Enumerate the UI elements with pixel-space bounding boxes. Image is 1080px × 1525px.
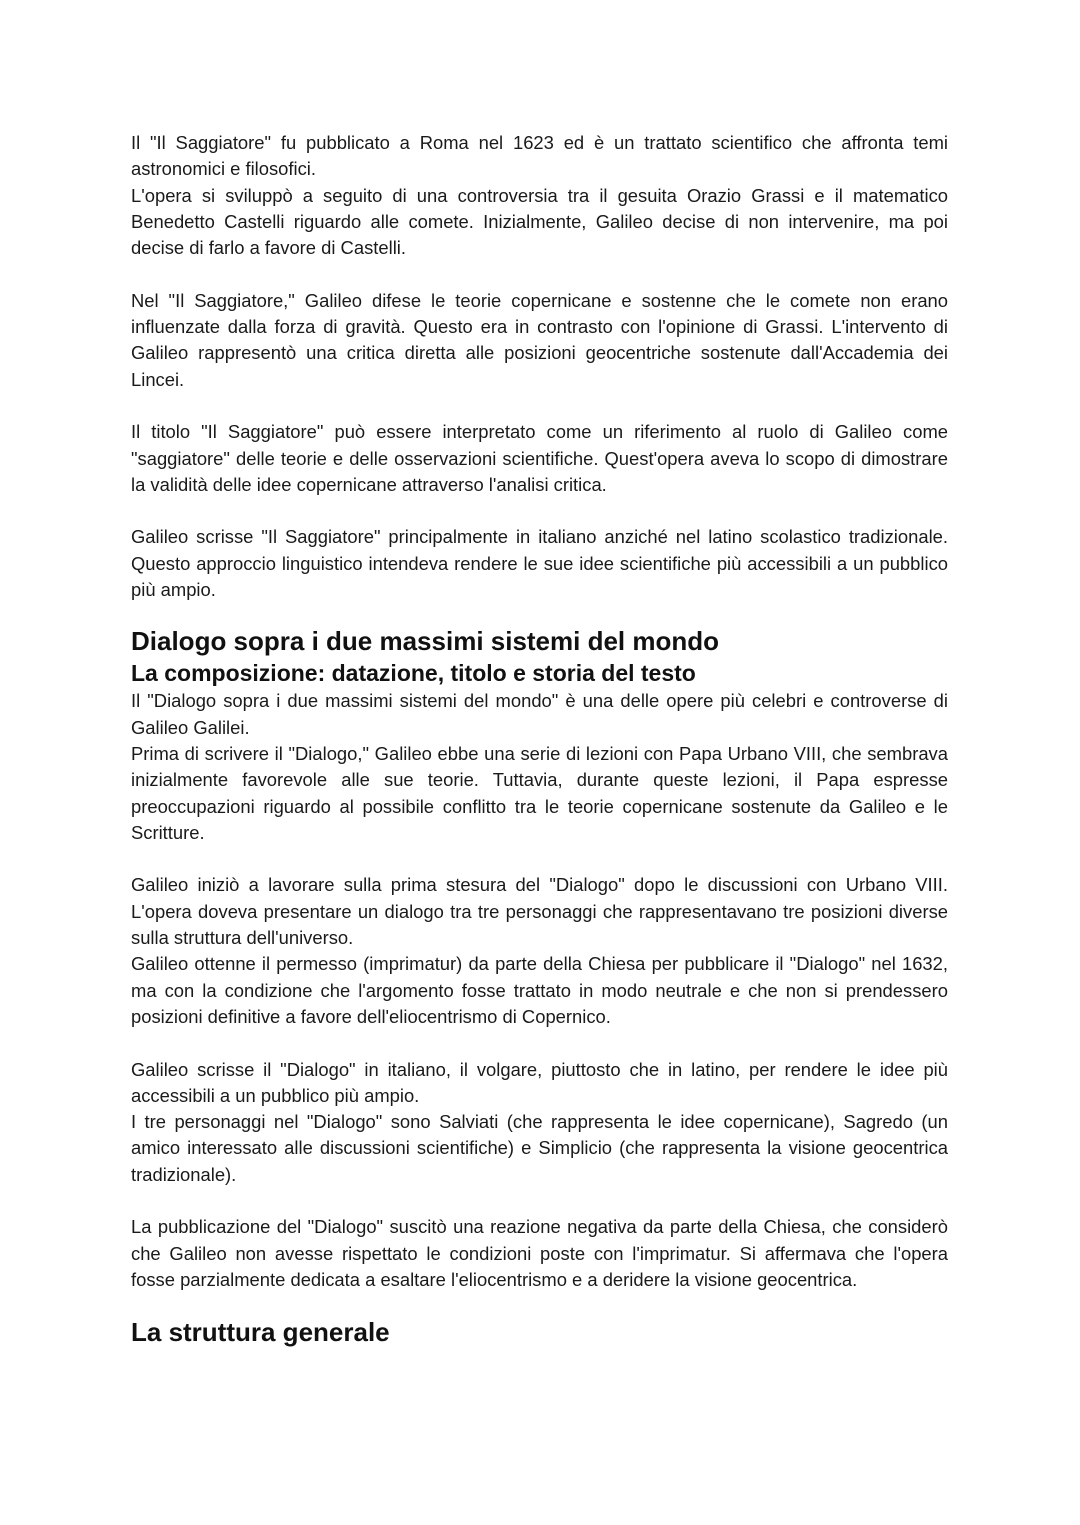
paragraph-dialogo-imprimatur: Galileo ottenne il permesso (imprimatur) da parte della Chiesa per pubblicare il "Dialogo" nel 1632, ma con la condizione che l'argomento fosse trattato in modo neutrale e che non si prendessero posizioni definitive a favore dell'eliocentrismo di Copernico. xyxy=(131,953,948,1027)
subheading-composizione: La composizione: datazione, titolo e storia del testo xyxy=(131,660,696,687)
paragraph-dialogo-characters: I tre personaggi nel "Dialogo" sono Salviati (che rappresenta le idee copernicane), Sagredo (un amico interessato alle discussioni scientifiche) e Simplicio (che rappresenta la visione geocentrica tradizionale). xyxy=(131,1111,948,1185)
paragraph-saggiatore-title: Il titolo "Il Saggiatore" può essere interpretato come un riferimento al ruolo di Galileo come "saggiatore" delle teorie e delle osservazioni scientifiche. Quest'opera aveva lo scopo di dimostrare la validità delle idee copernicane attraverso l'analisi critica. xyxy=(131,421,948,495)
paragraph-gap xyxy=(131,393,948,419)
paragraph-gap xyxy=(131,498,948,524)
heading-dialogo: Dialogo sopra i due massimi sistemi del mondo xyxy=(131,626,720,657)
heading-struttura: La struttura generale xyxy=(131,1317,390,1348)
paragraph-gap xyxy=(131,846,948,872)
document-page xyxy=(131,130,948,1349)
paragraph-dialogo-stesura: Galileo iniziò a lavorare sulla prima stesura del "Dialogo" dopo le discussioni con Urbano VIII. L'opera doveva presentare un dialogo tra tre personaggi che rappresentavano tre posizioni diverse sulla struttura dell'universo. xyxy=(131,874,948,949)
paragraph-dialogo-urbano: Prima di scrivere il "Dialogo," Galileo ebbe una serie di lezioni con Papa Urbano VIII, che sembrava inizialmente favorevole alle sue teorie. Tuttavia, durante queste lezioni, il Papa espresse preoccupazioni riguardo al possibile conflitto tra le teorie copernicane sostenute da Galileo e le Scritture. xyxy=(131,742,948,843)
paragraph-saggiatore-controversy: L'opera si sviluppò a seguito di una controversia tra il gesuita Orazio Grassi e il matematico Benedetto Castelli riguardo alle comete. Inizialmente, Galileo decise di non intervenire, ma poi decise di farlo a favore di Castelli. xyxy=(131,184,948,259)
paragraph-gap xyxy=(131,1188,948,1214)
paragraph-gap xyxy=(131,1030,948,1056)
paragraph-dialogo-language: Galileo scrisse il "Dialogo" in italiano, il volgare, piuttosto che in latino, per rendere le idee più accessibili a un pubblico più ampio. xyxy=(131,1058,948,1106)
paragraph-dialogo-intro: Il "Dialogo sopra i due massimi sistemi del mondo" è una delle opere più celebri e controverse di Galileo Galilei. xyxy=(131,690,948,738)
paragraph-dialogo-reaction: La pubblicazione del "Dialogo" suscitò una reazione negativa da parte della Chiesa, che considerò che Galileo non avesse rispettato le condizioni poste con l'imprimatur. Si affermava che l'opera fosse parzialmente dedicata a esaltare l'eliocentrismo e a deridere la visione geocentrica. xyxy=(131,1216,948,1290)
paragraph-saggiatore-publication: Il "Il Saggiatore" fu pubblicato a Roma nel 1623 ed è un trattato scientifico che affronta temi astronomici e filosofici. xyxy=(131,132,948,180)
paragraph-gap xyxy=(131,261,948,287)
paragraph-saggiatore-language: Galileo scrisse "Il Saggiatore" principalmente in italiano anziché nel latino scolastico tradizionale. Questo approccio linguistico intendeva rendere le sue idee scientifiche più accessibili a un pubblico più ampio. xyxy=(131,526,948,601)
paragraph-saggiatore-copernican: Nel "Il Saggiatore," Galileo difese le teorie copernicane e sostenne che le comete non erano influenzate dalla forza di gravità. Questo era in contrasto con l'opinione di Grassi. L'intervento di Galileo rappresentò una critica diretta alle posizioni geocentriche sostenute dall'Accademia dei Lincei. xyxy=(131,289,948,390)
